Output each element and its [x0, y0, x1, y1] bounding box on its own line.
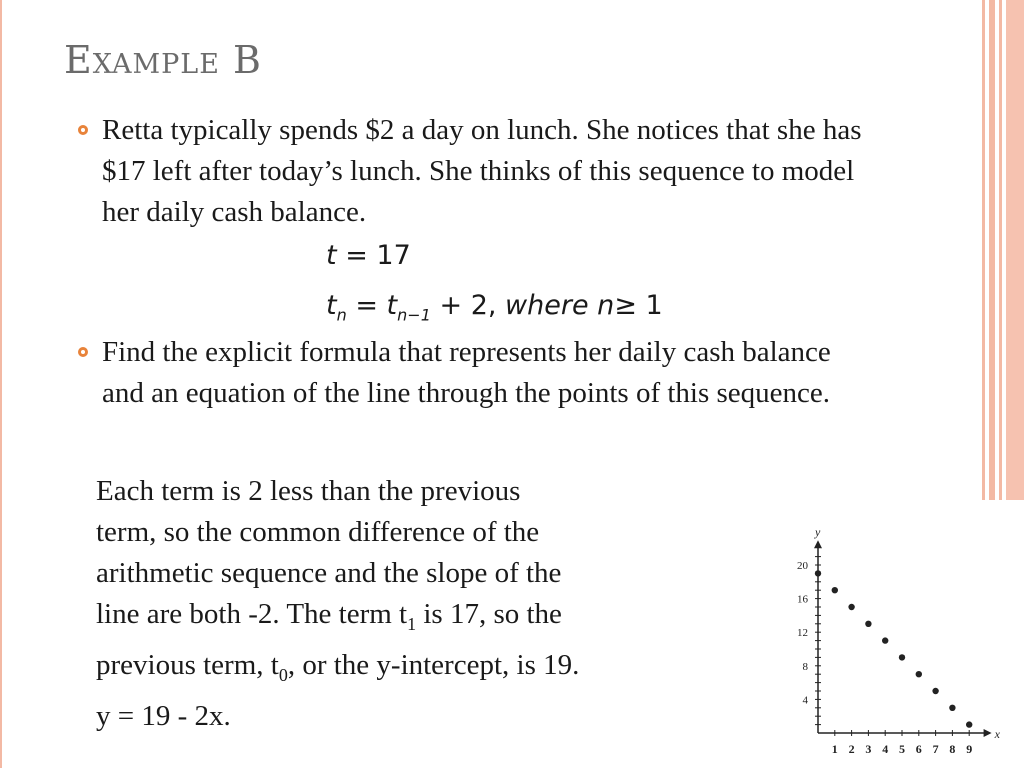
- formula-ge: ≥: [614, 290, 637, 321]
- x-tick-label: 3: [865, 742, 872, 756]
- data-point: [899, 654, 905, 660]
- x-tick-label: 5: [899, 742, 905, 756]
- y-tick-label: 8: [802, 660, 808, 673]
- subscript: 0: [278, 664, 288, 685]
- x-axis-arrow: [984, 729, 992, 737]
- answer-line: arithmetic sequence and the slope of the: [96, 557, 562, 589]
- answer-text-part: line are both -2. The term t: [96, 598, 408, 630]
- answer-line: [96, 645, 766, 696]
- formula-rhs: t: [386, 290, 398, 321]
- formula-value: 17: [376, 240, 411, 271]
- x-tick-label: 8: [949, 742, 956, 756]
- answer-text-part: is 17, so the: [416, 598, 562, 630]
- stripe: [999, 0, 1002, 500]
- bullet-icon: [78, 347, 88, 357]
- formula-n: n: [597, 290, 615, 321]
- answer-line: Each term is 2 less than the previous: [96, 475, 521, 507]
- scatter-chart: [785, 523, 1015, 768]
- x-tick-label: 4: [882, 742, 889, 756]
- subscript: 1: [407, 613, 417, 634]
- formula-eq: =: [355, 290, 378, 321]
- answer-text-part: previous term, t: [96, 648, 279, 681]
- x-tick-label: 2: [848, 742, 855, 756]
- answer-text: [96, 471, 766, 737]
- answer-text-part: , or the y-intercept, is 19.: [287, 648, 580, 681]
- x-tick-label: 6: [915, 742, 922, 756]
- formula-one: 1: [645, 290, 663, 321]
- formula-where: where: [505, 290, 589, 321]
- slide-title: Example B: [64, 38, 262, 82]
- bullet-text-2: Find the explicit formula that represents her daily cash balance and an equation of the line through the points of this sequence.: [102, 336, 831, 409]
- formula-var: t: [326, 240, 337, 271]
- data-point: [949, 705, 955, 711]
- data-point: [882, 637, 888, 643]
- data-point: [815, 570, 821, 576]
- formula-plus: +: [439, 290, 463, 321]
- data-point: [865, 621, 871, 627]
- y-axis-label: y: [815, 525, 821, 540]
- answer-line: y = 19 - 2x.: [96, 699, 231, 732]
- answer-line: term, so the common difference of the: [96, 516, 540, 548]
- y-tick-label: 12: [797, 627, 808, 640]
- y-tick-label: 4: [802, 694, 808, 707]
- data-point: [932, 688, 938, 694]
- answer-line: [96, 594, 766, 645]
- data-point: [848, 604, 854, 610]
- bullet-text-1: Retta typically spends $2 a day on lunch. She notices that she has $17 left after today’s lunch. She thinks of this sequence to model her daily cash balance.: [102, 114, 862, 228]
- x-tick-label: 7: [932, 742, 939, 756]
- data-point: [832, 587, 838, 593]
- formula-eq: =: [345, 240, 368, 271]
- recursive-formula: [326, 290, 663, 324]
- left-border: [0, 0, 2, 768]
- bullet-icon: [78, 125, 88, 135]
- formula-lhs: t: [326, 290, 337, 321]
- x-tick-label: 9: [966, 742, 973, 756]
- data-point: [966, 721, 972, 727]
- stripe: [1006, 0, 1024, 500]
- x-axis-label: x: [994, 727, 1000, 741]
- formula-rhs-sub: n−1: [397, 305, 431, 325]
- data-point: [916, 671, 922, 677]
- x-tick-label: 1: [831, 742, 838, 756]
- initial-term-formula: [326, 240, 411, 271]
- stripe: [989, 0, 995, 500]
- formula-add: 2,: [470, 290, 497, 321]
- y-tick-label: 16: [797, 593, 808, 606]
- stripe: [982, 0, 985, 500]
- y-axis-arrow: [814, 540, 822, 548]
- formula-lhs-sub: n: [336, 305, 347, 325]
- y-tick-label: 20: [797, 560, 808, 572]
